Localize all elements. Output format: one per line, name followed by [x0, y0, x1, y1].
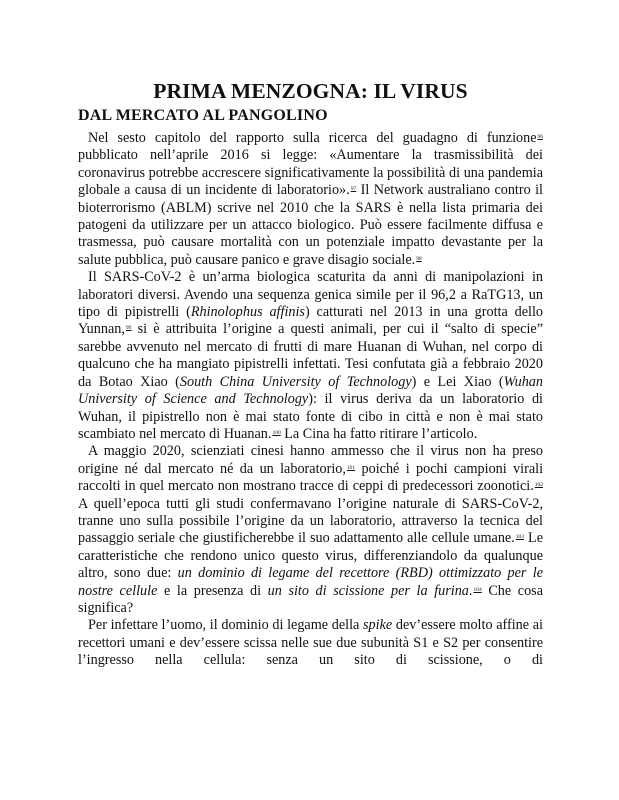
text-run: ) catturati nel 2013 in una grotta dello Yunnan,: [78, 304, 544, 338]
footnote-reference: 98: [416, 255, 422, 262]
footnote-reference: 97: [350, 186, 357, 193]
chapter-heading: PRIMA MENZOGNA: IL VIRUS: [153, 79, 468, 103]
text-run: Per infettare l’uomo, il dominio di legame della: [88, 617, 364, 634]
text-run: Il SARS-CoV-2 è un’arma biologica scaturita da anni di manipolazioni in laboratori diversi. Avendo una sequenza genica simile per il 96,2 a RaTG13, un tipo di pipistrelli (: [78, 269, 543, 321]
italic-text: Rhinolophus affinis: [190, 304, 305, 321]
footnote-reference: 104: [473, 586, 482, 593]
text-run: ): il virus deriva da un laboratorio di Wuhan, il pipistrello non è mai stato fonte di cibo in città e non è mai stato scambiato nel mercato di Huanan.: [78, 391, 543, 442]
text-run: Nel sesto capitolo del rapporto sulla ricerca del guadagno di funzione: [88, 130, 537, 146]
paragraph: [78, 617, 543, 669]
text-run: dev’essere molto affine ai recettori umani e dev’essere scissa nelle sue due subunità S1 e S2 per consentire l’ingresso nella cellula: senza un sito di scissione, o di: [78, 617, 543, 669]
italic-text: South China University of Technology: [179, 373, 412, 390]
text-run: ) e Lei Xiao (: [411, 373, 504, 390]
text-run: A quell’epoca tutti gli studi confermavano l’origine naturale di SARS-CoV-2, tranne uno sulla possibile l’origine da un laboratorio, attraverso la tecnica del passaggio seriale che giustificherebbe il suo adattamento alle cellule umane.: [78, 495, 543, 547]
footnote-reference: 101: [346, 464, 356, 471]
text-run: Il Network australiano contro il bioterrorismo (ABLM) scrive nel 2010 che la SARS è nella lista primaria dei patogeni da utilizzare per un attacco biologico. Può essere facilmente diffusa e trasmessa, può causare mortalità con un potenziale impatto devastante per la salute pubblica, può causare panico e grave disagio sociale.: [78, 182, 543, 268]
footnote-reference: 103: [515, 534, 525, 541]
text-run: pubblicato nell’aprile 2016 si legge: «Aumentare la trasmissibilità dei coronavirus potrebbe accrescere significativamente la possibilità di una pandemia globale a causa di un incidente di laboratorio».: [78, 147, 543, 199]
text-run: Le caratteristiche che rendono unico questo virus, differenziandolo da qualunque altro, sono due:: [78, 530, 543, 582]
document-page: [78, 78, 543, 670]
footnote-reference: 102: [534, 482, 543, 489]
section-subheading: DAL MERCATO AL PANGOLINO: [78, 107, 328, 124]
text-run: A maggio 2020, scienziati cinesi hanno ammesso che il virus non ha preso origine né dal mercato né da un laboratorio,: [78, 443, 543, 477]
paragraph: [78, 269, 543, 443]
italic-text: spike: [363, 617, 393, 634]
body-text: [78, 130, 543, 670]
paragraph: [78, 443, 543, 617]
footnote-reference: 100: [272, 429, 281, 436]
footnote-reference: 96: [537, 134, 543, 140]
text-run: .: [468, 582, 473, 599]
text-run: Che cosa significa?: [78, 582, 543, 616]
italic-text: un sito di scissione per la furina: [267, 582, 469, 599]
text-run: La Cina ha fatto ritirare l’articolo.: [280, 425, 478, 442]
text-run: e la presenza di: [157, 582, 268, 599]
footnote-reference: 99: [125, 325, 132, 332]
text-run: poiché i pochi campioni virali raccolti in quel mercato non mostrano tracce di ceppi di predecessori zoonotici.: [78, 460, 544, 495]
paragraph: [78, 130, 543, 269]
text-run: si è attribuita l’origine a questi animali, per cui il “salto di specie” sarebbe avvenuto nel mercato di frutti di mare Huanan di Wuhan, nel corpo di qualcuno che ha mangiato pipistrelli infettati. Tesi confutata già a febbraio 2020 da Botao Xiao (: [78, 321, 543, 390]
italic-text: un dominio di legame del recettore (RBD) ottimizzato per le nostre cellule: [78, 565, 543, 599]
italic-text: Wuhan University of Science and Technology: [78, 373, 543, 408]
